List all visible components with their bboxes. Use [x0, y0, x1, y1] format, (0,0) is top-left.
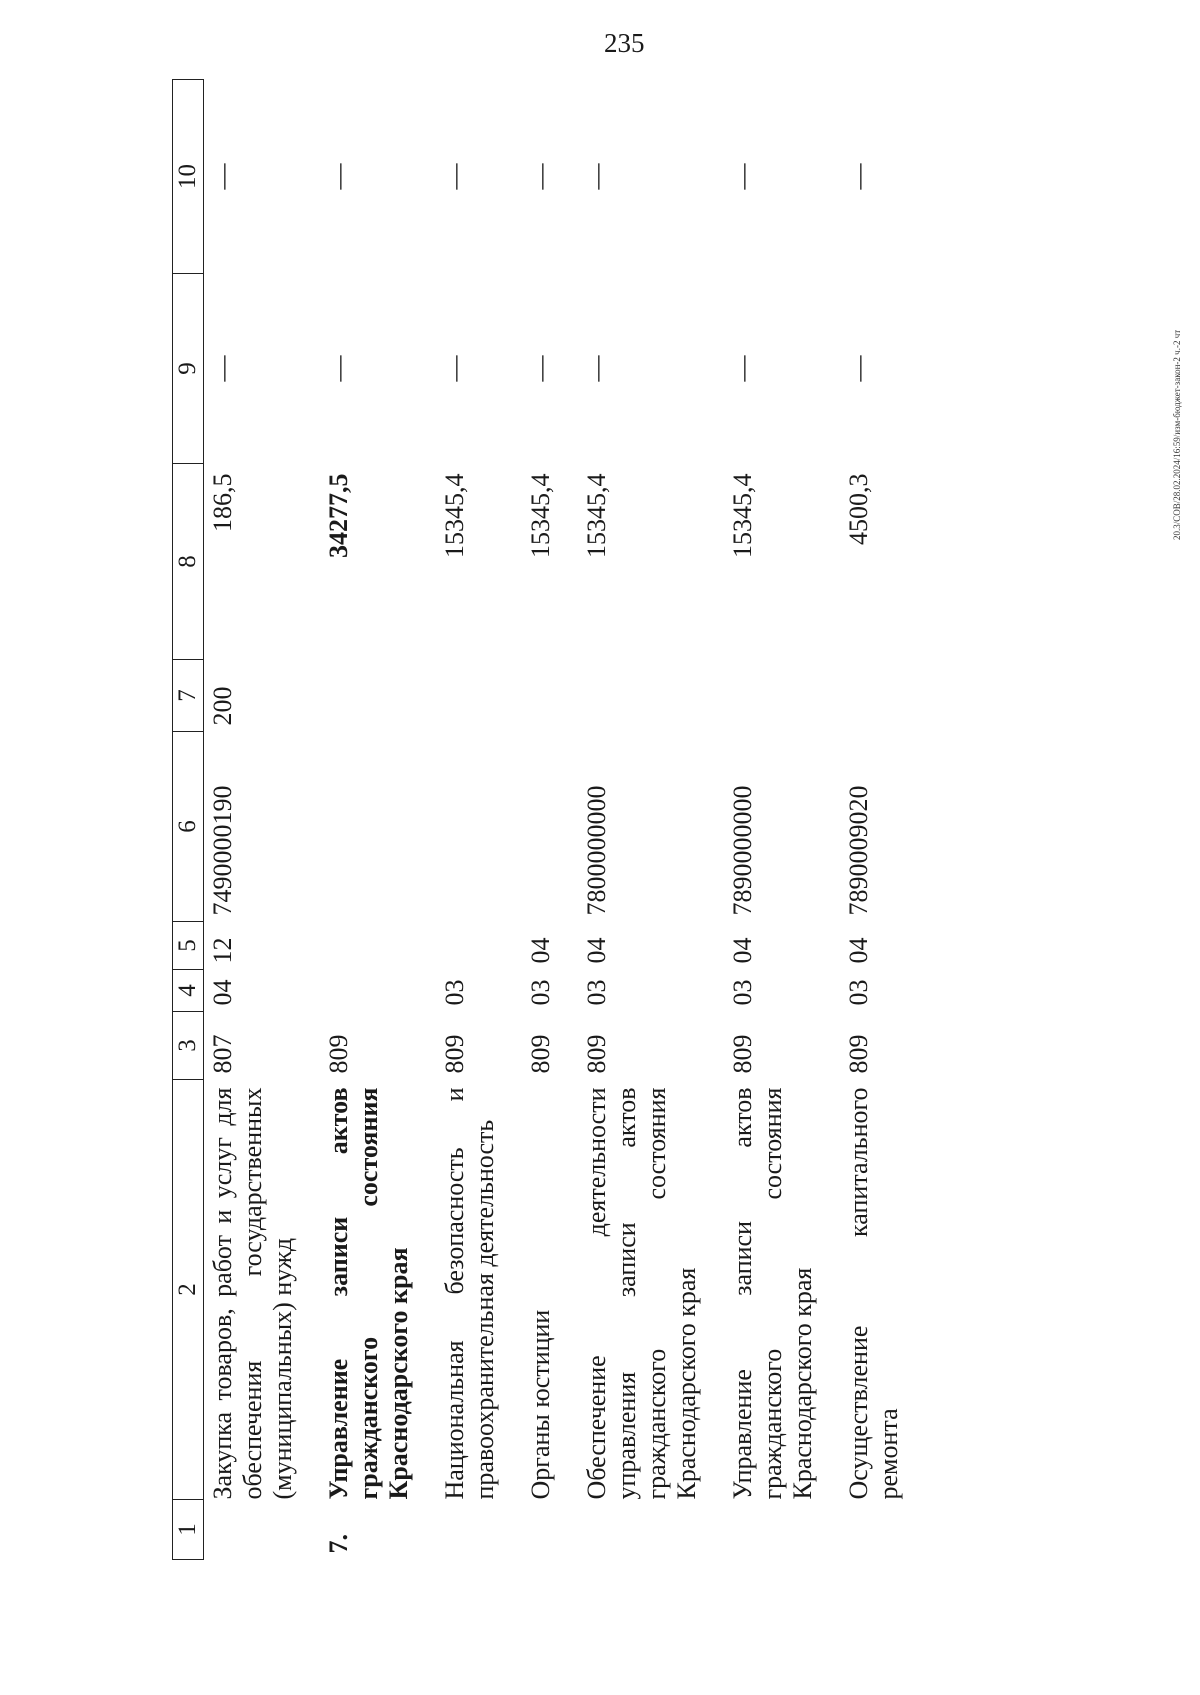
row-spacer	[298, 80, 320, 1560]
code-ved: 809	[526, 1034, 555, 1074]
code-expense-type	[320, 660, 414, 732]
code-expense-type	[724, 660, 818, 732]
code-target	[436, 732, 500, 922]
amount: 15345,4	[526, 473, 555, 558]
amount: 4500,3	[844, 473, 873, 545]
code-target	[320, 732, 414, 922]
header-cell: 5	[173, 922, 204, 970]
code-target: 7890000000	[728, 785, 757, 916]
table-row	[436, 80, 500, 1560]
code-expense-type	[840, 660, 904, 732]
row-name: Управление записи актов гражданского состояния Краснодарского края	[324, 1087, 413, 1500]
amount: 15345,4	[582, 473, 611, 558]
amount: 34277,5	[324, 473, 353, 558]
dash-cell: —	[440, 355, 469, 382]
page-number: 235	[604, 28, 645, 58]
dash-cell: —	[324, 163, 353, 190]
row-name: Обеспечение деятельности управления записи актов гражданского состояния Краснодарского края	[582, 1087, 701, 1500]
code-ved: 809	[440, 1034, 469, 1074]
header-cell: 8	[173, 464, 204, 660]
rotated-content	[172, 40, 1032, 1560]
row-number	[578, 1500, 702, 1560]
footer-note: 20.3/СОВ/28.02.2024/16:59/изм-бюджет-закон-2 ч.-2 чт	[1172, 329, 1182, 540]
table-row	[840, 80, 904, 1560]
row-name: Национальная безопасность и правоохранительная деятельность	[440, 1087, 499, 1500]
dash-cell: —	[582, 355, 611, 382]
dash-cell: —	[208, 163, 237, 190]
dash-cell: —	[728, 163, 757, 190]
header-cell: 6	[173, 732, 204, 922]
code-section: 03	[844, 979, 873, 1006]
dash-cell: —	[844, 355, 873, 382]
amount: 15345,4	[440, 473, 469, 558]
code-subsection: 04	[844, 937, 873, 964]
dash-cell: —	[440, 163, 469, 190]
budget-table	[172, 79, 926, 1560]
header-cell: 4	[173, 970, 204, 1012]
row-spacer	[702, 80, 724, 1560]
amount: 186,5	[208, 473, 237, 532]
header-cell: 10	[173, 80, 204, 274]
dash-cell: —	[582, 163, 611, 190]
header-cell: 2	[173, 1080, 204, 1500]
dash-cell: —	[526, 355, 555, 382]
code-ved: 809	[582, 1034, 611, 1074]
code-subsection: 04	[582, 937, 611, 964]
code-target: 7490000190	[208, 785, 237, 916]
code-target	[522, 732, 556, 922]
code-subsection: 04	[728, 937, 757, 964]
row-spacer	[904, 80, 926, 1560]
row-spacer	[500, 80, 522, 1560]
code-expense-type	[522, 660, 556, 732]
code-section: 03	[728, 979, 757, 1006]
table-row	[522, 80, 556, 1560]
header-cell: 3	[173, 1012, 204, 1080]
row-number	[724, 1500, 818, 1560]
dash-cell: —	[526, 163, 555, 190]
row-spacer	[414, 80, 436, 1560]
code-ved: 809	[728, 1034, 757, 1074]
code-target: 7800000000	[582, 785, 611, 916]
code-section: 04	[208, 979, 237, 1006]
row-name: Органы юстиции	[526, 1309, 555, 1500]
row-name: Осуществление капитального ремонта	[844, 1087, 903, 1500]
table-row	[204, 80, 299, 1560]
code-section	[320, 970, 414, 1012]
table-row	[578, 80, 702, 1560]
code-expense-type	[436, 660, 500, 732]
amount: 15345,4	[728, 473, 757, 558]
header-cell: 1	[173, 1500, 204, 1560]
row-name: Закупка товаров, работ и услуг для обеспечения государственных (муниципальных) нужд	[208, 1087, 297, 1500]
dash-cell: —	[844, 163, 873, 190]
row-number	[522, 1500, 556, 1560]
code-ved: 807	[208, 1034, 237, 1074]
row-number	[840, 1500, 904, 1560]
code-subsection	[320, 922, 414, 970]
header-cell: 7	[173, 660, 204, 732]
row-number	[436, 1500, 500, 1560]
code-subsection: 04	[526, 937, 555, 964]
table-header-row	[173, 80, 204, 1560]
code-expense-type	[578, 660, 702, 732]
code-subsection: 12	[208, 937, 237, 964]
row-name: Управление записи актов гражданского состояния Краснодарского края	[728, 1087, 817, 1500]
code-section: 03	[440, 979, 469, 1006]
table-row	[724, 80, 818, 1560]
row-spacer	[818, 80, 840, 1560]
dash-cell: —	[728, 355, 757, 382]
code-expense-type: 200	[208, 686, 237, 726]
code-section: 03	[526, 979, 555, 1006]
code-subsection	[436, 922, 500, 970]
row-number: 7.	[324, 1534, 353, 1554]
dash-cell: —	[324, 355, 353, 382]
code-ved: 809	[844, 1034, 873, 1074]
code-section: 03	[582, 979, 611, 1006]
row-spacer	[556, 80, 578, 1560]
table-row	[320, 80, 414, 1560]
code-target: 7890009020	[844, 785, 873, 916]
row-number	[204, 1500, 299, 1560]
header-cell: 9	[173, 274, 204, 464]
code-ved: 809	[324, 1034, 353, 1074]
dash-cell: —	[208, 355, 237, 382]
